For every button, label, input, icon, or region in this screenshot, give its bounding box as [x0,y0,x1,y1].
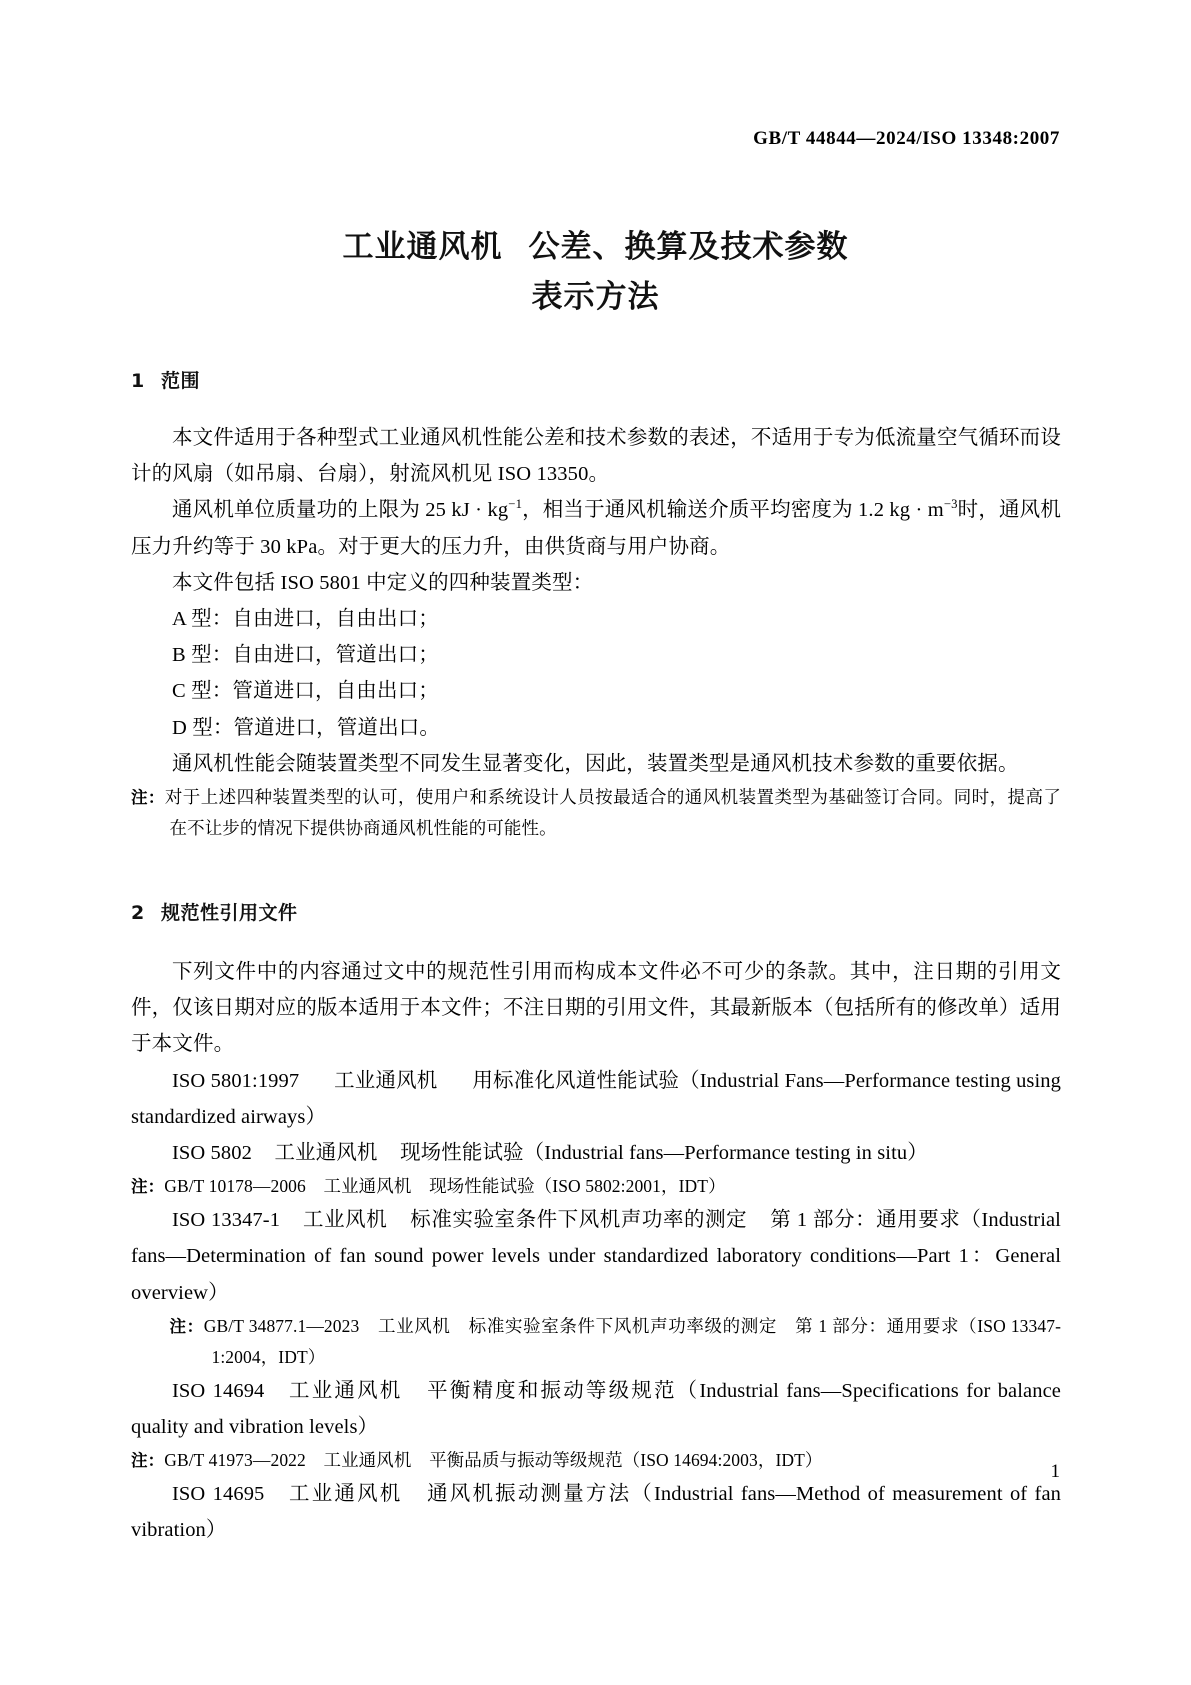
reference-cn-title: 工业通风机 [334,1069,438,1092]
scope-paragraph-3: 本文件包括 ISO 5801 中定义的四种装置类型： [172,571,594,594]
reference-entry-iso-13347-1 [131,1202,1061,1311]
scope-p2-c: 时，通风机压力升约等于 30 kPa。对于更大的压力升，由供货商与用户协商。 [131,499,1061,558]
reference-cn-subtitle: 现场性能试验 [400,1142,524,1165]
reference-entry-iso-5801 [131,1063,1061,1135]
note-label: 注： [131,1177,165,1197]
scope-p2-exponent-1: −1 [508,497,523,512]
installation-type-d: D 型：管道进口，管道出口。 [172,716,441,739]
reference-cn-subtitle: 通风机振动测量方法 [425,1483,632,1506]
section-number-1: 1 [131,370,145,392]
document-body [131,368,1061,1549]
scope-note-text: 对于上述四种装置类型的认可，使用户和系统设计人员按最适合的通风机装置类型为基础签订合同。同时，提高了在不让步的情况下提供协商通风机性能的可能性。 [164,787,1061,839]
scope-p2-b: ，相当于通风机输送介质平均密度为 1.2 kg · m [522,499,944,522]
reference-cn-subtitle-2: 第 1 部分：通用要求 [769,1209,961,1232]
reference-en-title: （Industrial fans—Performance testing in situ） [523,1142,928,1165]
installation-type-a: A 型：自由进口，自由出口； [172,608,439,631]
title-topic: 公差、换算及技术参数 [528,229,849,265]
section-title-1: 范围 [161,370,201,392]
reference-note-iso-14694 [131,1445,1061,1476]
note-label: 注： [169,1316,204,1336]
installation-type-b: B 型：自由进口，管道出口； [172,644,439,667]
installation-type-c: C 型：管道进口，自由出口； [172,680,439,703]
normative-paragraph-1: 下列文件中的内容通过文中的规范性引用而构成本文件必不可少的条款。其中，注日期的引用文件，仅该日期对应的版本适用于本文件；不注日期的引用文件，其最新版本（包括所有的修改单）适用于本文件。 [131,961,1061,1056]
note-label: 注： [131,788,165,808]
reference-note-text: GB/T 10178—2006 工业通风机 现场性能试验（ISO 5802:2001，IDT） [164,1176,726,1197]
document-standard-code-header: GB/T 44844—2024/ISO 13348:2007 [753,128,1060,149]
scope-p2-exponent-2: −3 [943,497,958,512]
section-number-2: 2 [131,902,145,925]
reference-id: ISO 5801:1997 [172,1069,300,1092]
document-title-block [0,222,1191,322]
scope-paragraph-2 [131,492,1061,564]
document-title-line-1 [0,222,1191,272]
note-label: 注： [131,1451,165,1471]
reference-entry-iso-5802 [131,1135,1061,1171]
scope-p2-a: 通风机单位质量功的上限为 25 kJ · kg [172,499,509,522]
reference-note-text: GB/T 41973—2022 工业通风机 平衡品质与振动等级规范（ISO 14694:2003，IDT） [164,1450,823,1471]
reference-cn-title: 工业通风机 [286,1483,403,1506]
section-heading-normative-references [131,900,1061,926]
reference-cn-title: 工业通风机 [274,1142,378,1165]
reference-cn-title: 工业通风机 [286,1379,403,1402]
scope-paragraph-4: 通风机性能会随装置类型不同发生显著变化，因此，装置类型是通风机技术参数的重要依据。 [172,752,1019,775]
scope-note [131,782,1061,844]
scope-paragraph-1: 本文件适用于各种型式工业通风机性能公差和技术参数的表述，不适用于专为低流量空气循环而设计的风扇（如吊扇、台扇），射流风机见 ISO 13350。 [131,427,1061,486]
section-title-2: 规范性引用文件 [161,902,298,925]
reference-cn-subtitle: 用标准化风道性能试验 [472,1069,680,1092]
reference-cn-subtitle: 平衡精度和振动等级规范 [425,1379,677,1402]
document-title-line-2 [0,272,1191,322]
reference-note-text: GB/T 34877.1—2023 工业风机 标准实验室条件下风机声功率级的测定 第 1 部分：通用要求（ISO 13347-1:2004，IDT） [203,1315,1061,1367]
title-topic-cont: 表示方法 [531,279,660,315]
reference-id: ISO 5802 [172,1142,252,1165]
section-heading-scope [131,368,1061,394]
reference-en-title: （Industrial Fans—Performance testing using standardized airways） [131,1069,1062,1128]
reference-id: ISO 14694 [172,1379,265,1402]
title-subject: 工业通风机 [342,229,503,265]
reference-id: ISO 13347-1 [172,1209,281,1232]
reference-en-title: （Industrial fans—Specifications for balance quality and vibration levels） [131,1379,1062,1439]
reference-entry-iso-14694 [131,1373,1061,1445]
reference-cn-subtitle: 标准实验室条件下风机声功率的测定 [409,1209,748,1232]
reference-en-title: （Industrial fans—Determination of fan sound power levels under standardized laboratory conditions—Part 1：General overview） [131,1209,1061,1304]
reference-note-iso-13347-1 [131,1311,1061,1373]
reference-entry-iso-14695 [131,1476,1061,1548]
reference-cn-title: 工业风机 [302,1209,388,1232]
reference-note-iso-5802 [131,1171,1061,1202]
reference-en-title: （Industrial fans—Method of measurement of fan vibration） [131,1483,1062,1542]
page-number: 1 [1050,1461,1060,1482]
reference-id: ISO 14695 [172,1483,265,1506]
